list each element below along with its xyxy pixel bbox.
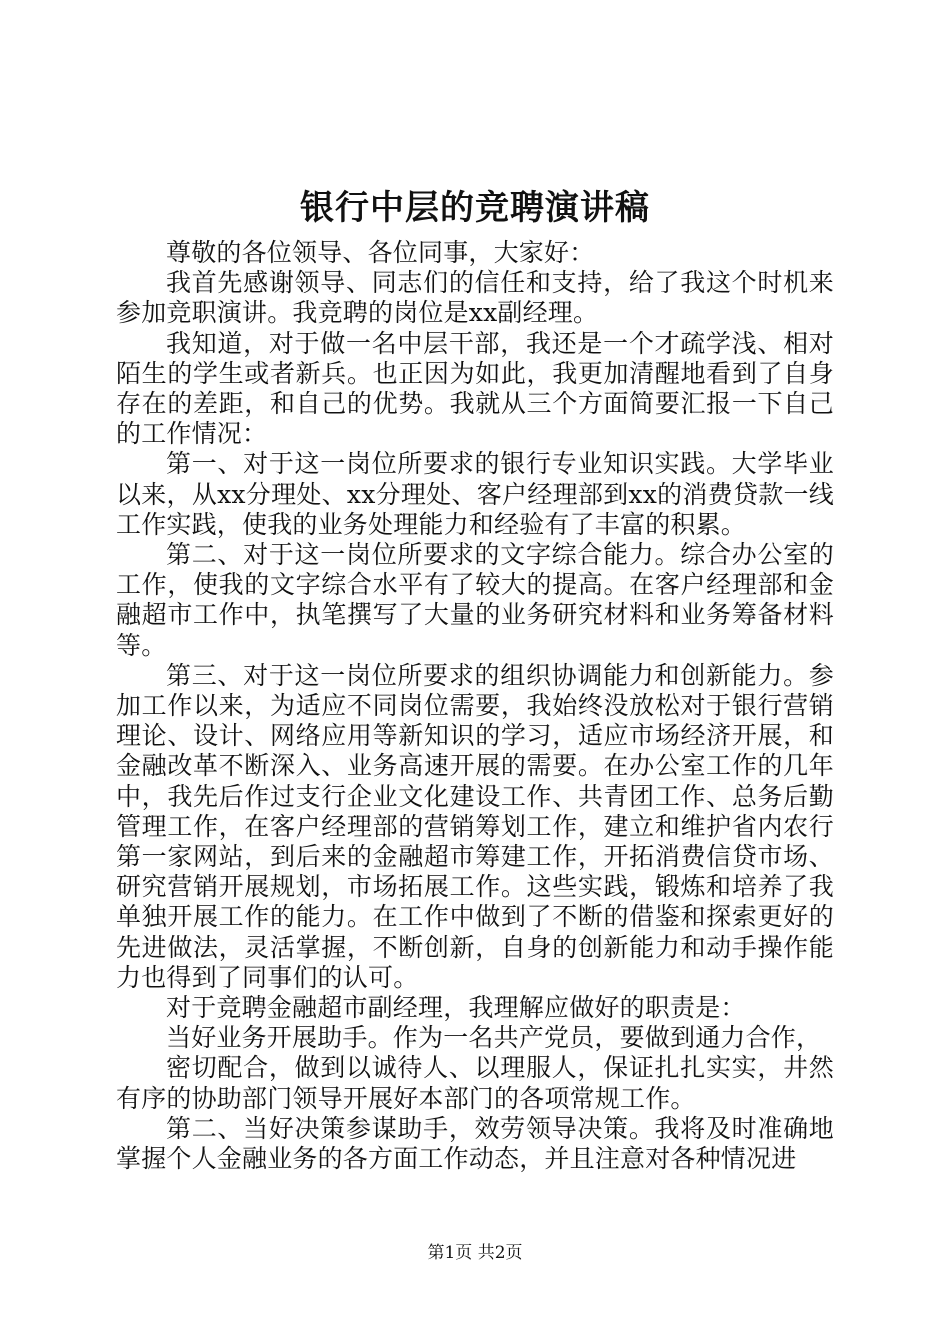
paragraph-duty-one: 当好业务开展助手。作为一名共产党员，要做到通力合作， <box>166 1023 822 1053</box>
paragraph-greeting: 尊敬的各位领导、各位同事，大家好： <box>166 238 595 267</box>
paragraph-intro: 我首先感谢领导、同志们的信任和支持，给了我这个时机来参加竞职演讲。我竞聘的岗位是xx副经理。 <box>116 268 834 328</box>
page-number-total: 共2页 <box>477 1243 523 1263</box>
paragraph-point-two: 第二、对于这一岗位所要求的文字综合能力。综合办公室的工作，使我的文字综合水平有了较大的提高。在客户经理部和金融超市工作中，执笔撰写了大量的业务研究材料和业务筹备材料等。 <box>116 540 834 660</box>
paragraph-point-one: 第一、对于这一岗位所要求的银行专业知识实践。大学毕业以来，从xx分理处、xx分理处、客户经理部到xx的消费贷款一线工作实践，使我的业务处理能力和经验有了丰富的积累。 <box>116 449 834 539</box>
paragraph-duty-one-cont: 密切配合，做到以诚待人、以理服人，保证扎扎实实，井然有序的协助部门领导开展好本部门的各项常规工作。 <box>116 1053 834 1113</box>
paragraph-duties-intro: 对于竞聘金融超市副经理，我理解应做好的职责是： <box>166 993 746 1023</box>
paragraph-duty-two: 第二、当好决策参谋助手，效劳领导决策。我将及时准确地掌握个人金融业务的各方面工作动态，并且注意对各种情况进 <box>116 1113 834 1174</box>
document-body <box>116 238 834 1174</box>
page-number-current: 第1页 <box>427 1243 473 1263</box>
document-title: 银行中层的竞聘演讲稿 <box>300 188 650 228</box>
paragraph-self-assessment: 我知道，对于做一名中层干部，我还是一个才疏学浅、相对陌生的学生或者新兵。也正因为如此，我更加清醒地看到了自身存在的差距，和自己的优势。我就从三个方面简要汇报一下自己的工作情况： <box>116 328 834 449</box>
page-footer <box>0 1241 950 1265</box>
paragraph-point-three: 第三、对于这一岗位所要求的组织协调能力和创新能力。参加工作以来，为适应不同岗位需要，我始终没放松对于银行营销理论、设计、网络应用等新知识的学习，适应市场经济开展，和金融改革不断深入、业务高速开展的需要。在办公室工作的几年中，我先后作过支行企业文化建设工作、共青团工作、总务后勤管理工作，在客户经理部的营销筹划工作，建立和维护省内农行第一家网站，到后来的金融超市筹建工作，开拓消费信贷市场、研究营销开展规划，市场拓展工作。这些实践，锻炼和培养了我单独开展工作的能力。在工作中做到了不断的借鉴和探索更好的先进做法，灵活掌握，不断创新，自身的创新能力和动手操作能力也得到了同事们的认可。 <box>116 660 834 992</box>
